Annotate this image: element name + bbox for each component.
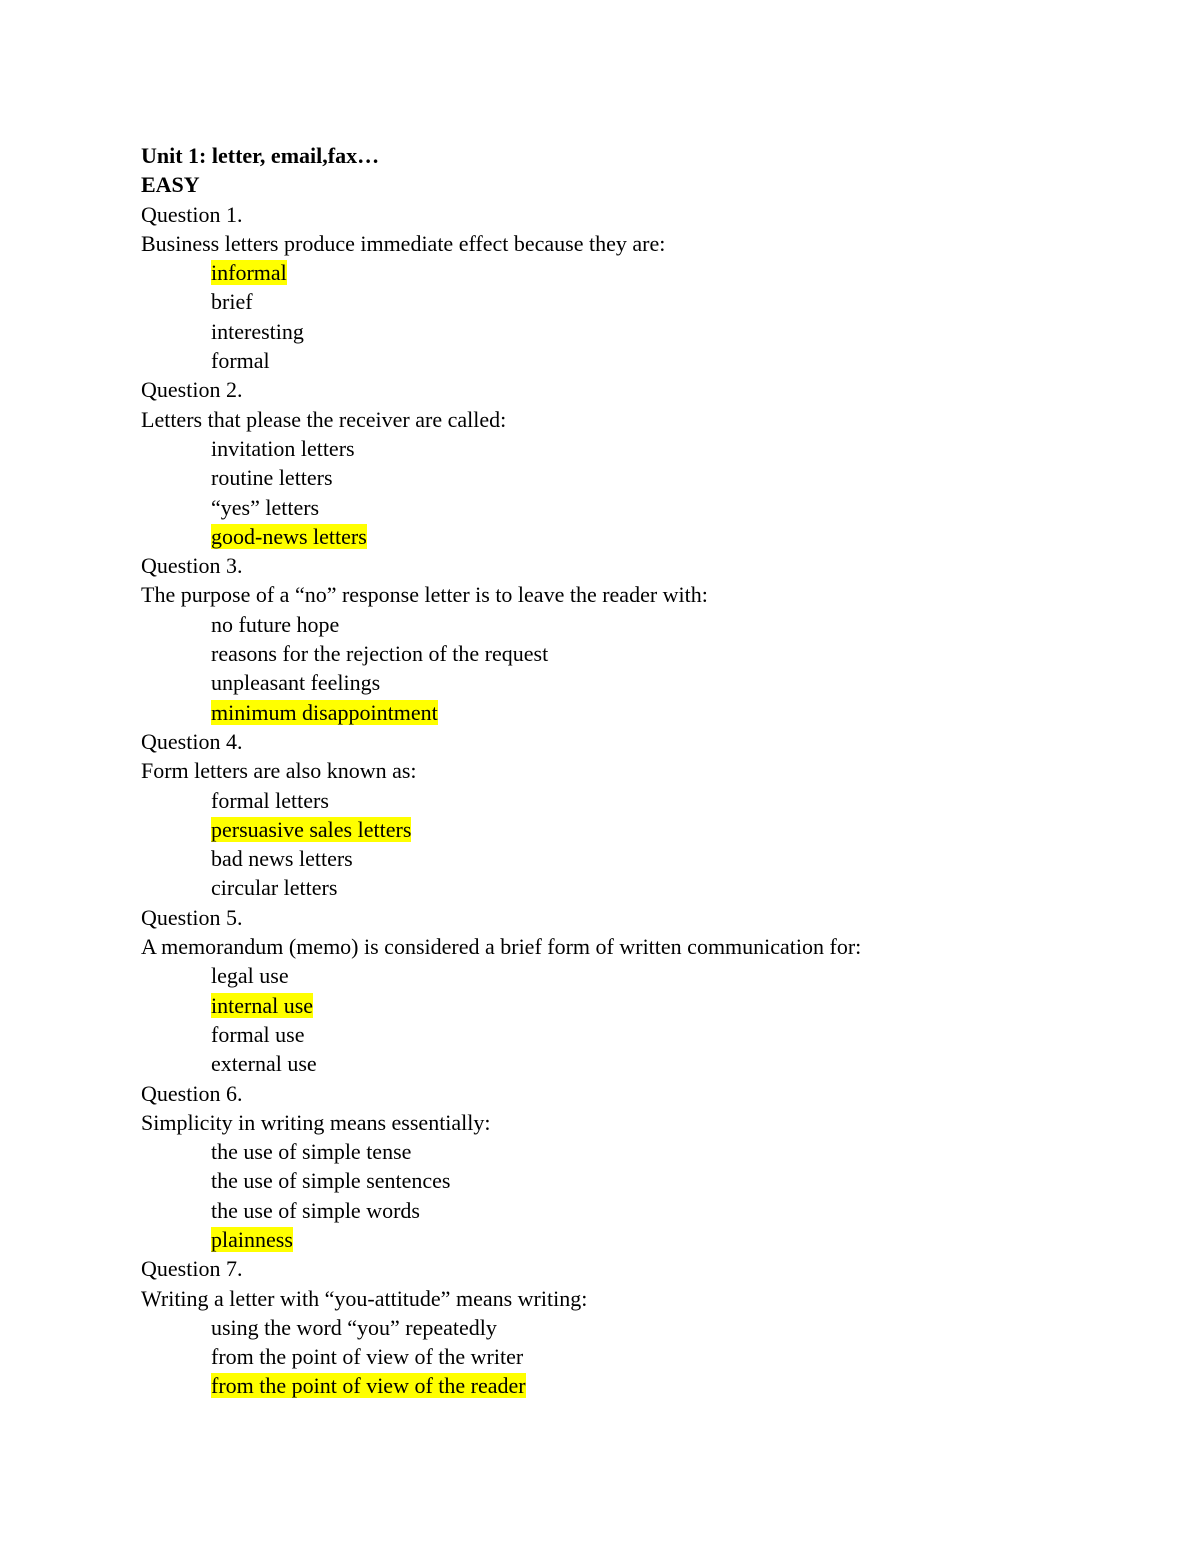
answer-option-text: formal use [211,1021,305,1047]
answer-option-highlighted: good-news letters [211,523,367,549]
question-label: Question 7. [141,1256,243,1282]
answer-option [141,844,1141,873]
question-text: A memorandum (memo) is considered a brief form of written communication for: [141,934,862,960]
answer-option [141,434,1141,463]
answer-option-text: no future hope [211,611,340,637]
answer-option [141,493,1141,522]
answer-option [141,668,1141,697]
question-text: Form letters are also known as: [141,758,417,784]
question-list [141,200,1141,1401]
question-text: Business letters produce immediate effect because they are: [141,230,666,256]
question-text: Writing a letter with “you-attitude” means writing: [141,1285,588,1311]
question-7 [141,1254,1141,1400]
answer-option-text: external use [211,1051,317,1077]
answer-option-text: formal letters [211,787,329,813]
question-text: Simplicity in writing means essentially: [141,1109,491,1135]
answer-option [141,786,1141,815]
answer-option-text: formal [211,348,270,374]
answer-option [141,961,1141,990]
answer-option-text: legal use [211,963,289,989]
answer-option [141,1049,1141,1078]
answer-option [141,1020,1141,1049]
answer-option-text: reasons for the rejection of the request [211,641,549,667]
answer-option-text: brief [211,289,253,315]
question-label: Question 6. [141,1080,243,1106]
answer-option-highlighted: minimum disappointment [211,699,438,725]
answer-option-text: invitation letters [211,435,355,461]
answer-option-highlighted: plainness [211,1226,293,1252]
answer-option [141,1196,1141,1225]
question-label: Question 4. [141,728,243,754]
answer-option-text: routine letters [211,465,333,491]
answer-option [141,698,1141,727]
answer-option [141,639,1141,668]
answer-option-text: the use of simple tense [211,1139,412,1165]
question-1 [141,200,1141,376]
answer-option-text: unpleasant feelings [211,670,381,696]
answer-option [141,1166,1141,1195]
answer-option-text: bad news letters [211,846,353,872]
answer-option [141,317,1141,346]
question-text: Letters that please the receiver are called: [141,406,507,432]
difficulty-heading: EASY [141,172,200,198]
answer-option [141,873,1141,902]
answer-option [141,991,1141,1020]
question-label: Question 5. [141,904,243,930]
answer-option [141,610,1141,639]
answer-option-highlighted: from the point of view of the reader [211,1373,526,1399]
answer-option [141,463,1141,492]
answer-option-text: “yes” letters [211,494,320,520]
question-6 [141,1079,1141,1255]
answer-option-text: using the word “you” repeatedly [211,1314,497,1340]
unit-title: Unit 1: letter, email,fax… [141,143,380,168]
answer-option-text: from the point of view of the writer [211,1344,524,1370]
answer-option [141,287,1141,316]
question-3 [141,551,1141,727]
question-5 [141,903,1141,1079]
document-page [141,141,1141,1401]
answer-option [141,522,1141,551]
answer-option [141,1225,1141,1254]
answer-option-text: interesting [211,318,304,344]
answer-option [141,1342,1141,1371]
answer-option [141,258,1141,287]
question-label: Question 3. [141,553,243,579]
answer-option-text: the use of simple words [211,1197,420,1223]
answer-option-highlighted: internal use [211,992,314,1018]
answer-option [141,1371,1141,1400]
answer-option-text: circular letters [211,875,338,901]
answer-option-highlighted: informal [211,260,287,286]
answer-option-highlighted: persuasive sales letters [211,816,412,842]
answer-option-text: the use of simple sentences [211,1168,451,1194]
answer-option [141,1137,1141,1166]
answer-option [141,815,1141,844]
question-label: Question 1. [141,201,243,227]
question-2 [141,375,1141,551]
answer-option [141,1313,1141,1342]
answer-option [141,346,1141,375]
question-label: Question 2. [141,377,243,403]
question-4 [141,727,1141,903]
question-text: The purpose of a “no” response letter is to leave the reader with: [141,582,708,608]
